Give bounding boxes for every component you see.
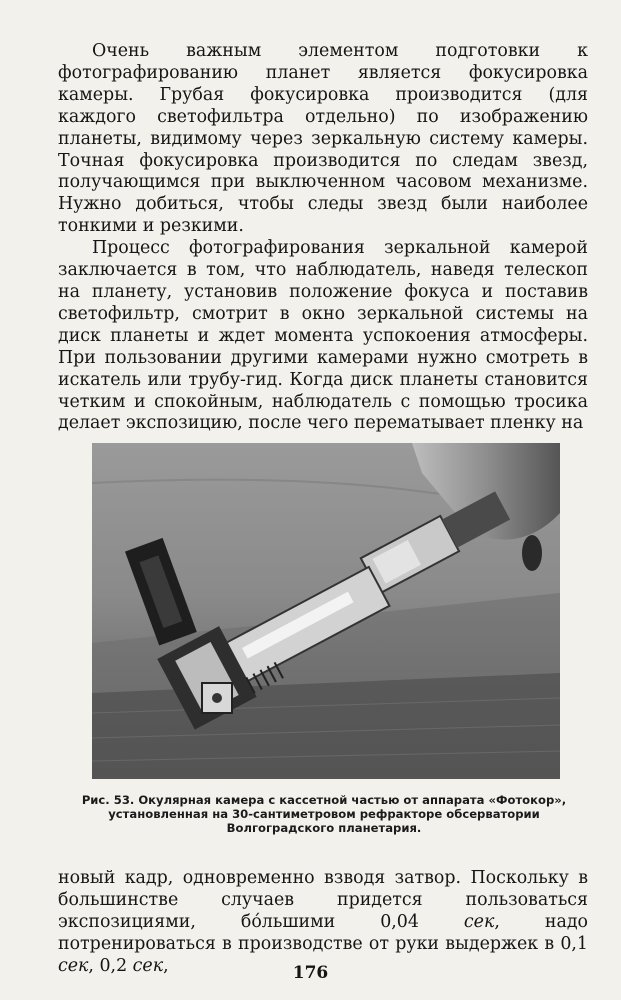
unit-seconds-1: сек [463,911,495,932]
paragraph-continuation [58,868,588,978]
unit-seconds-2: сек [58,955,89,976]
continuation-text-3: , 0,2 [88,955,133,976]
continuation-text-4: , [163,955,169,976]
paragraph-focusing: Очень важным элементом подготовки к фотографированию планет является фокусировка камеры. Грубая фокусировка производится (для каждого светофильтра отдельно) по изображению планеты, видимому через зеркальную систему камеры. Точная фокусировка производится по следам звезд, получающимся при выключенном часовом механизме. Нужно добиться, чтобы следы звезд были наиболее тонкими и резкими. [58,41,588,237]
bottom-text-block [58,868,588,978]
camera-photo [92,443,560,779]
continuation-text-2: , надо потренироваться в производстве от руки выдержек в 0,1 [58,911,589,954]
figure-caption: Рис. 53. Окулярная камера с кассетной частью от аппарата «Фотокор», установленная на 30-сантиметровом рефракторе обсерватории Волгоградского планетария. [81,793,567,835]
top-text-block [58,41,588,435]
page-number: 176 [292,963,329,983]
continuation-text-1: новый кадр, одновременно взводя затвор. Поскольку в большинстве случаев придется пользоваться экспозициями, бо́льшими 0,04 [58,868,588,932]
unit-seconds-3: сек [132,955,164,976]
paragraph-process: Процесс фотографирования зеркальной камерой заключается в том, что наблюдатель, наведя телескоп на планету, установив положение фокуса и поставив светофильтр, смотрит в окно зеркальной системы на диск планеты и ждет момента успокоения атмосферы. При пользовании другими камерами нужно смотреть в искатель или трубу-гид. Когда диск планеты становится четким и спокойным, наблюдатель с помощью тросика делает экспозицию, после чего перематывает пленку на [58,238,588,434]
